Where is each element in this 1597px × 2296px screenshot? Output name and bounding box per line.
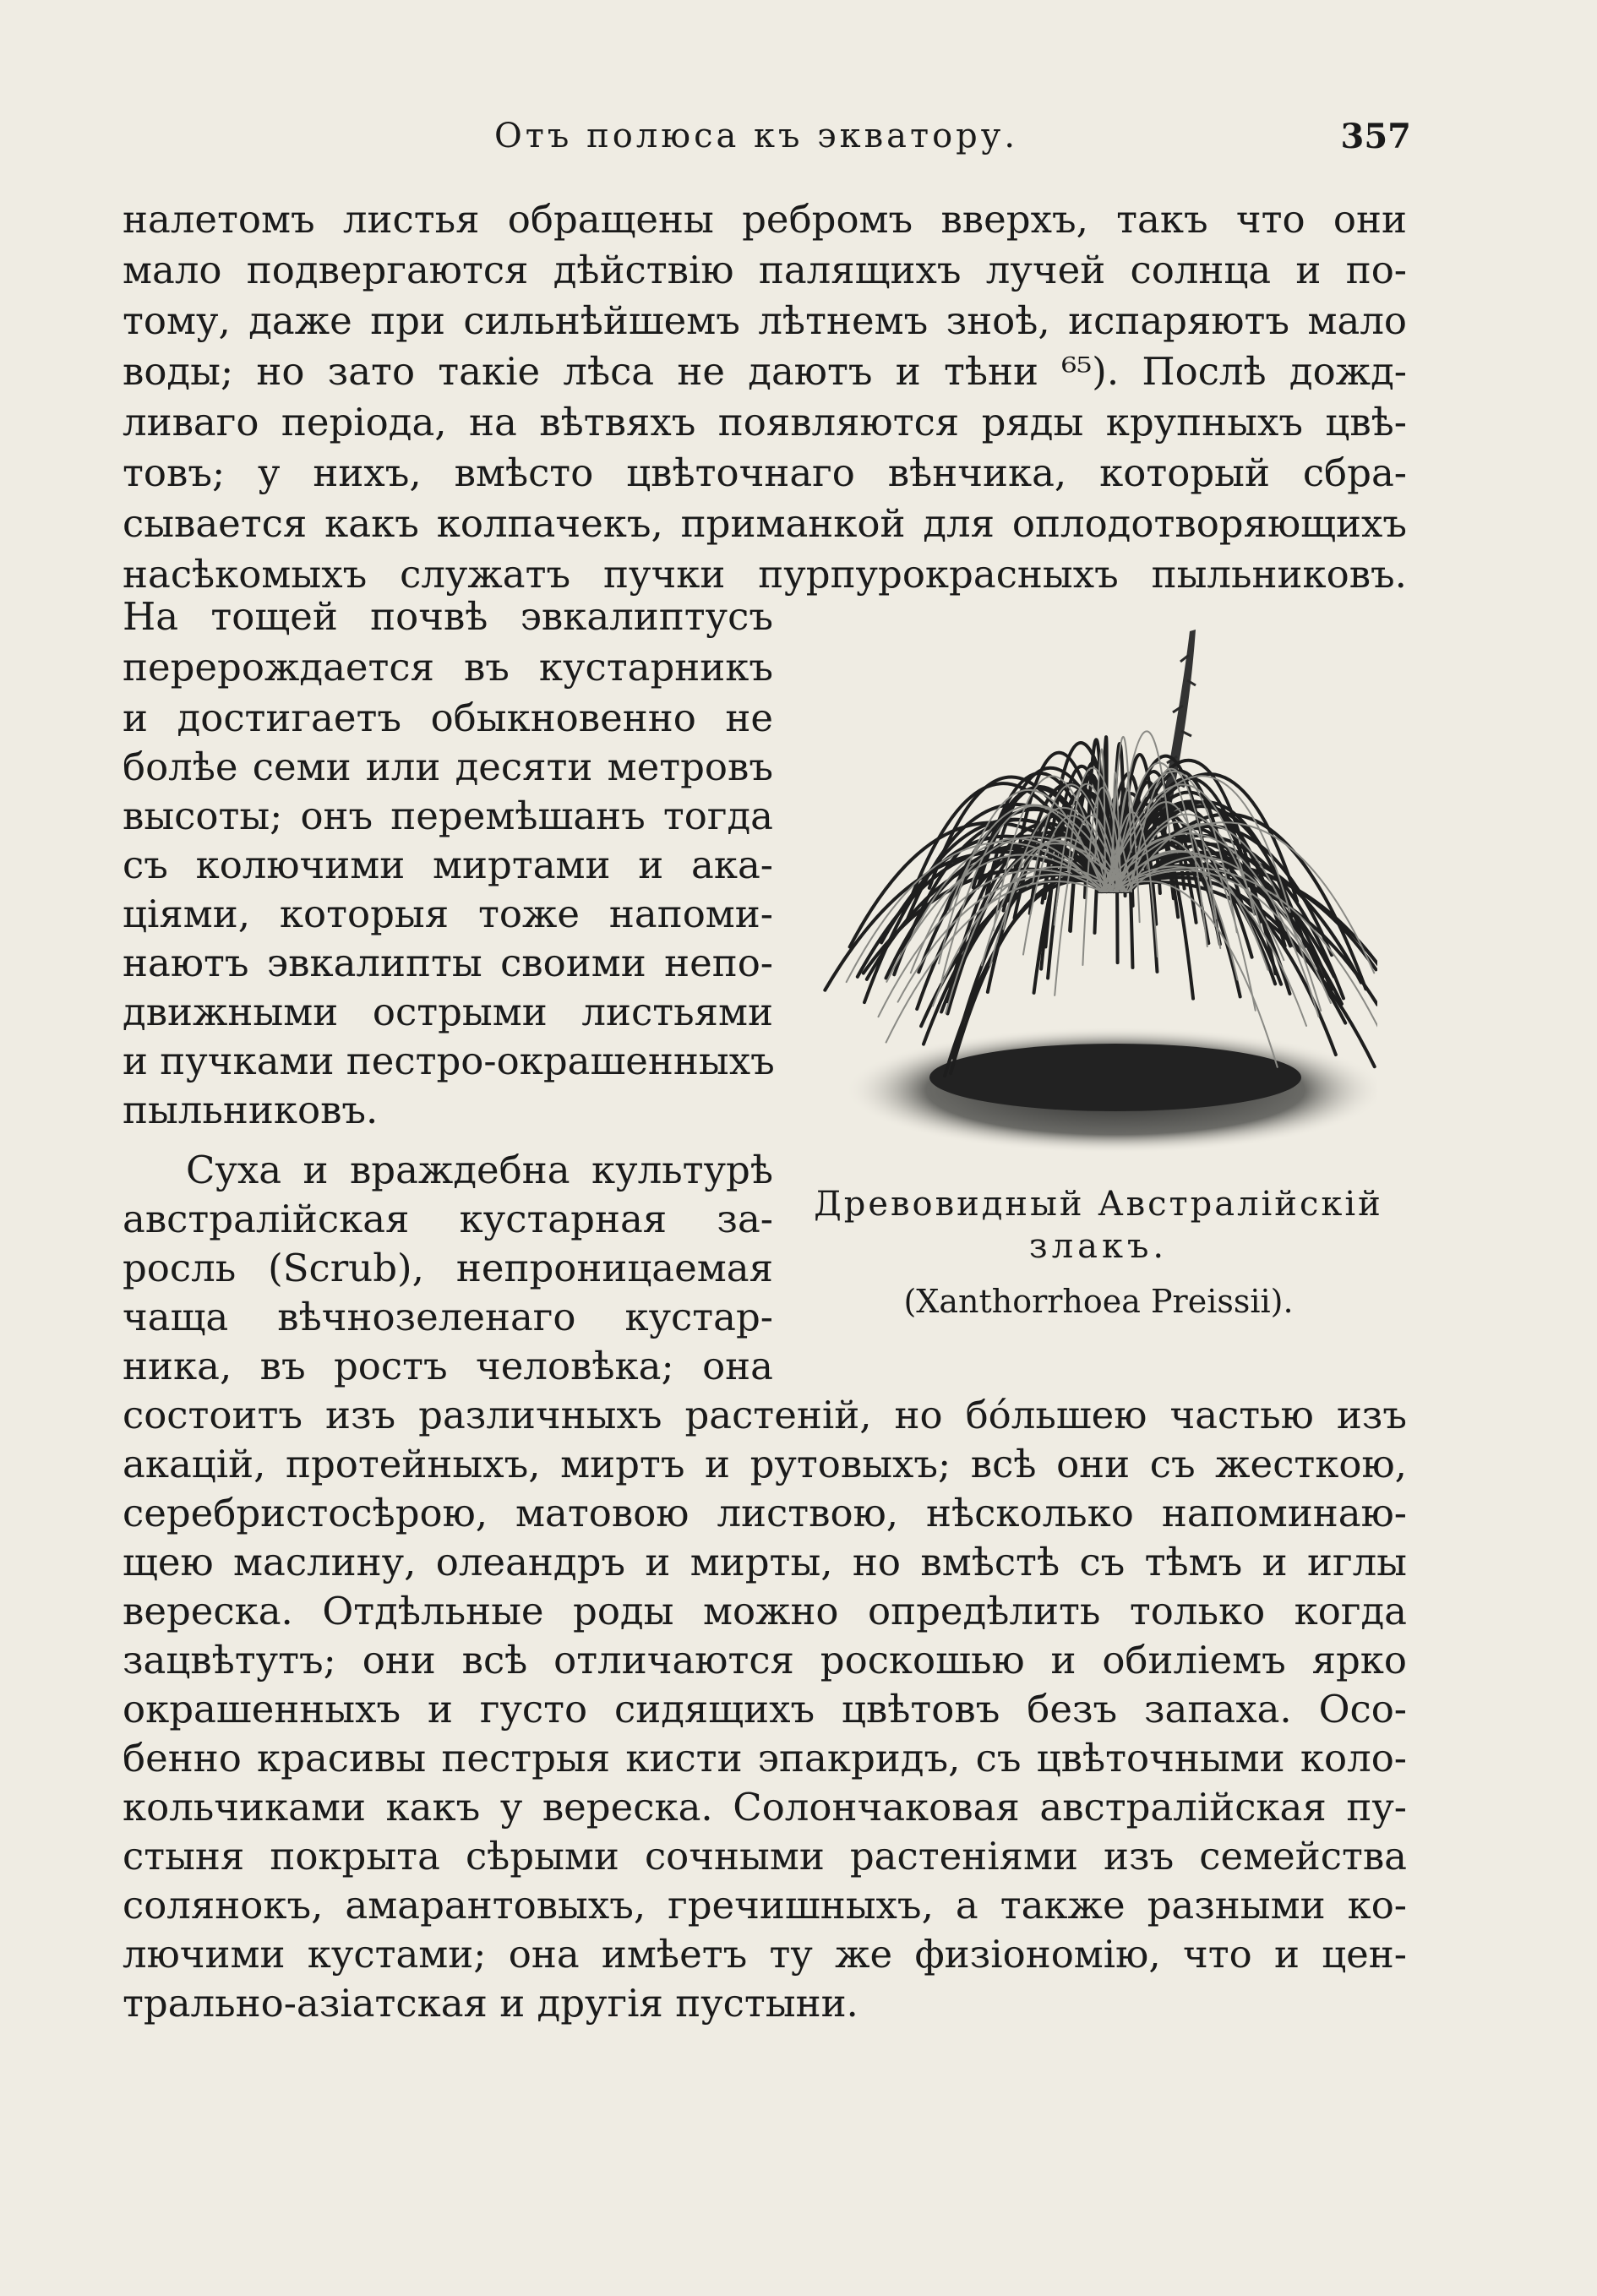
text-line: серебристосѣрою, матовою листвою, нѣсколько напоминаю-: [123, 1491, 1407, 1535]
text-line: товъ; у нихъ, вмѣсто цвѣточнаго вѣнчика, который сбра-: [123, 450, 1407, 495]
text-line: чаща вѣчнозеленаго кустар-: [123, 1295, 773, 1339]
text-line: солянокъ, амарантовыхъ, гречишныхъ, а также разными ко-: [123, 1883, 1407, 1928]
page-number: 357: [1340, 117, 1411, 156]
text-line: Суха и враждебна культурѣ: [186, 1148, 773, 1192]
text-line: стыня покрыта сѣрыми сочными растеніями изъ семейства: [123, 1834, 1407, 1879]
text-line: зацвѣтутъ; они всѣ отличаются роскошью и обиліемъ ярко: [123, 1638, 1407, 1682]
text-line: трально-азіатская и другія пустыни.: [123, 1981, 858, 2026]
page-header: [118, 117, 1411, 167]
text-line: наютъ эвкалипты своими непо-: [123, 941, 773, 985]
text-line: австралійская кустарная за-: [123, 1197, 773, 1241]
text-line: мало подвергаются дѣйствію палящихъ лучей солнца и по-: [123, 248, 1407, 292]
text-line: болѣе семи или десяти метровъ: [123, 744, 773, 789]
text-line: состоитъ изъ различныхъ растеній, но бо́льшею частью изъ: [123, 1393, 1407, 1437]
text-line: пыльниковъ.: [123, 1088, 379, 1132]
text-line: насѣкомыхъ служатъ пучки пурпурокрасныхъ пыльниковъ.: [123, 552, 1407, 597]
text-line: перерождается въ кустарникъ: [123, 645, 773, 690]
text-line: и пучками пестро-окрашенныхъ: [123, 1039, 775, 1083]
text-line: На тощей почвѣ эвкалиптусъ: [123, 594, 773, 639]
text-line: движными острыми листьями: [123, 990, 773, 1034]
text-line: ливаго періода, на вѣтвяхъ появляются ряды крупныхъ цвѣ-: [123, 400, 1407, 444]
text-line: сывается какъ колпачекъ, приманкой для оплодотворяющихъ: [123, 501, 1407, 546]
text-line: съ колючими миртами и ака-: [123, 843, 773, 887]
text-line: щею маслину, олеандръ и мирты, но вмѣстѣ съ тѣмъ и иглы: [123, 1540, 1407, 1584]
figure-caption-subtitle: злакъ.: [1028, 1227, 1169, 1266]
running-title: Отъ полюса къ экватору.: [494, 117, 1019, 155]
text-line: вереска. Отдѣльные роды можно опредѣлить только когда: [123, 1589, 1407, 1633]
text-line: кольчиками какъ у вереска. Солончаковая австралійская пу-: [123, 1785, 1407, 1830]
text-line: лючими кустами; она имѣетъ ту же физіономію, что и цен-: [123, 1932, 1407, 1977]
text-line: высоты; онъ перемѣшанъ тогда: [123, 794, 773, 838]
figure-caption-latin: (Xanthorrhoea Preissii).: [903, 1283, 1294, 1320]
text-line: росль (Scrub), непроницаемая: [123, 1246, 773, 1290]
text-line: тому, даже при сильнѣйшемъ лѣтнемъ зноѣ, испаряютъ мало: [123, 298, 1407, 343]
figure-caption-title: Древовидный Австралійскій: [814, 1185, 1383, 1224]
text-line: ника, въ ростъ человѣка; она: [123, 1344, 773, 1388]
text-line: акацій, протейныхъ, миртъ и рутовыхъ; всѣ они съ жесткою,: [123, 1442, 1407, 1486]
text-line: налетомъ листья обращены ребромъ вверхъ, такъ что они: [123, 197, 1407, 242]
text-line: и достигаетъ обыкновенно не: [123, 695, 773, 740]
text-line: воды; но зато такіе лѣса не даютъ и тѣни ⁶⁵). Послѣ дожд-: [123, 349, 1407, 394]
grass-tree-figure: [820, 621, 1377, 1153]
text-line: ціями, которыя тоже напоми-: [123, 892, 773, 936]
grass-tree-illustration-icon: [820, 621, 1377, 1153]
text-line: окрашенныхъ и густо сидящихъ цвѣтовъ безъ запаха. Осо-: [123, 1687, 1407, 1732]
text-line: бенно красивы пестрыя кисти эпакридъ, съ цвѣточными коло-: [123, 1736, 1407, 1781]
